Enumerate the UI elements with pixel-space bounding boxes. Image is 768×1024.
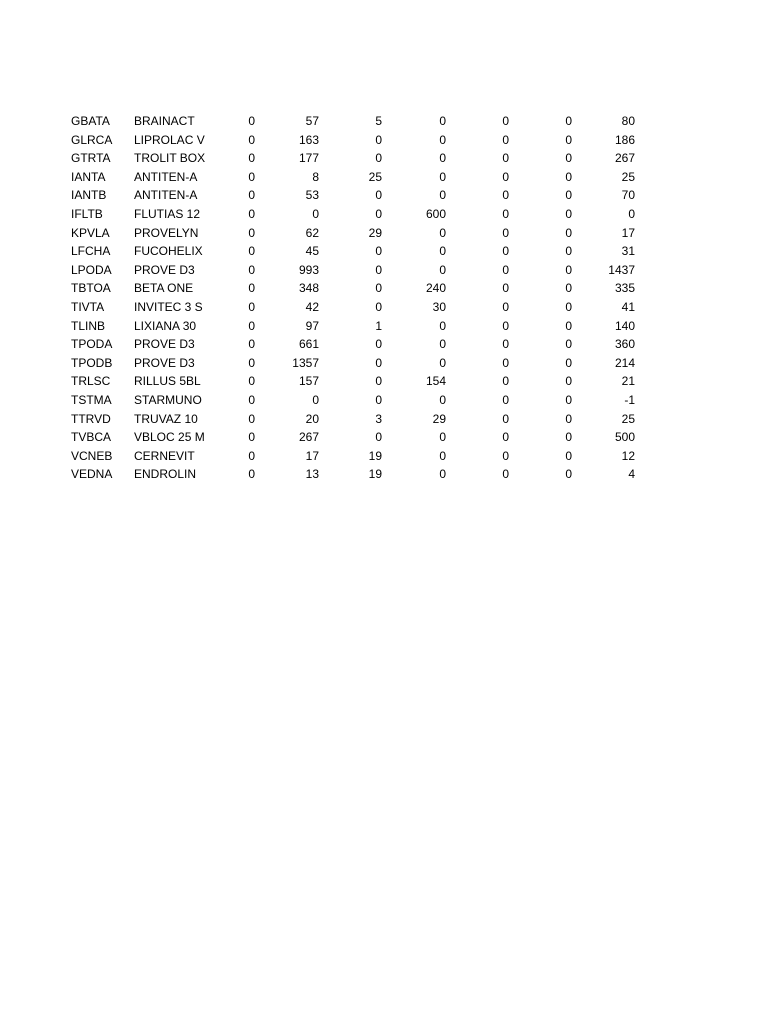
cell-product-name[interactable]: CERNEVIT [134,448,195,463]
cell-value-5[interactable]: 0 [502,262,509,277]
cell-product-name[interactable]: LIPROLAC V [134,132,205,147]
cell-code[interactable]: LFCHA [71,244,111,259]
cell-value-4[interactable]: 154 [425,374,446,389]
cell-value-6[interactable]: 0 [565,281,572,296]
cell-value-4[interactable]: 0 [439,318,446,333]
cell-value-3[interactable]: 19 [368,448,382,463]
cell-value-7[interactable]: 17 [621,225,635,240]
cell-value-2[interactable]: 45 [305,244,319,259]
spreadsheet-table [0,112,768,484]
cell-product-name[interactable]: PROVE D3 [134,337,195,352]
cell-value-1[interactable]: 0 [248,392,255,407]
cell-value-3[interactable]: 0 [375,206,382,221]
cell-value-7[interactable]: 360 [614,337,635,352]
cell-product-name[interactable]: PROVE D3 [134,262,195,277]
cell-value-4[interactable]: 0 [439,132,446,147]
cell-value-4[interactable]: 0 [439,151,446,166]
cell-value-1[interactable]: 0 [248,430,255,445]
cell-value-2[interactable]: 17 [305,448,319,463]
cell-value-6[interactable]: 0 [565,151,572,166]
cell-value-3[interactable]: 5 [375,114,382,128]
cell-value-7[interactable]: 25 [621,169,635,184]
cell-product-name[interactable]: ANTITEN-A [134,188,198,203]
cell-value-5[interactable]: 0 [502,114,509,128]
cell-value-4[interactable]: 0 [439,244,446,259]
cell-value-5[interactable]: 0 [502,132,509,147]
cell-code[interactable]: GLRCA [71,132,113,147]
cell-value-7[interactable]: 70 [621,188,635,203]
cell-code[interactable]: IANTA [71,169,106,184]
cell-value-5[interactable]: 0 [502,467,509,482]
cell-value-7[interactable]: 12 [621,448,635,463]
cell-code[interactable]: GBATA [71,114,110,128]
cell-value-4[interactable]: 30 [432,299,446,314]
cell-value-4[interactable]: 0 [439,188,446,203]
cell-value-6[interactable]: 0 [565,392,572,407]
cell-product-name[interactable]: BRAINACT [134,114,195,128]
cell-value-4[interactable]: 0 [439,262,446,277]
cell-value-2[interactable]: 8 [312,169,319,184]
cell-value-4[interactable]: 600 [425,206,446,221]
cell-value-6[interactable]: 0 [565,448,572,463]
cell-value-5[interactable]: 0 [502,169,509,184]
cell-value-6[interactable]: 0 [565,169,572,184]
cell-value-6[interactable]: 0 [565,430,572,445]
table-row [0,428,768,447]
cell-value-1[interactable]: 0 [248,467,255,482]
cell-code[interactable]: TRLSC [71,374,111,389]
cell-value-1[interactable]: 0 [248,188,255,203]
cell-value-3[interactable]: 0 [375,188,382,203]
cell-value-4[interactable]: 0 [439,448,446,463]
table-row [0,465,768,484]
cell-value-7[interactable]: 80 [621,114,635,128]
cell-value-6[interactable]: 0 [565,244,572,259]
cell-value-6[interactable]: 0 [565,114,572,128]
cell-value-1[interactable]: 0 [248,448,255,463]
cell-value-5[interactable]: 0 [502,392,509,407]
cell-value-1[interactable]: 0 [248,262,255,277]
cell-code[interactable]: TBTOA [71,281,111,296]
cell-value-6[interactable]: 0 [565,206,572,221]
cell-value-3[interactable]: 19 [368,467,382,482]
cell-product-name[interactable]: ENDROLIN [134,467,197,482]
cell-value-3[interactable]: 0 [375,299,382,314]
cell-value-7[interactable]: 267 [614,151,635,166]
cell-value-6[interactable]: 0 [565,132,572,147]
cell-value-1[interactable]: 0 [248,411,255,426]
cell-value-2[interactable]: 348 [298,281,319,296]
table-row [0,149,768,168]
cell-code[interactable]: VCNEB [71,448,113,463]
cell-value-5[interactable]: 0 [502,244,509,259]
cell-value-2[interactable]: 661 [298,337,319,352]
cell-value-2[interactable]: 267 [298,430,319,445]
cell-value-5[interactable]: 0 [502,281,509,296]
table-row [0,372,768,391]
cell-value-7[interactable]: 500 [614,430,635,445]
table-row [0,224,768,243]
table-row [0,261,768,280]
cell-value-1[interactable]: 0 [248,355,255,370]
cell-value-2[interactable]: 163 [298,132,319,147]
cell-value-2[interactable]: 157 [298,374,319,389]
cell-product-name[interactable]: PROVE D3 [134,355,195,370]
table-row [0,205,768,224]
cell-value-5[interactable]: 0 [502,355,509,370]
cell-value-6[interactable]: 0 [565,299,572,314]
table-row [0,131,768,150]
cell-value-5[interactable]: 0 [502,374,509,389]
cell-value-1[interactable]: 0 [248,374,255,389]
cell-value-1[interactable]: 0 [248,206,255,221]
cell-value-6[interactable]: 0 [565,262,572,277]
table-row [0,242,768,261]
cell-code[interactable]: KPVLA [71,225,110,240]
cell-code[interactable]: TSTMA [71,392,112,407]
cell-product-name[interactable]: VBLOC 25 M [134,430,205,445]
cell-value-7[interactable]: 140 [614,318,635,333]
cell-value-6[interactable]: 0 [565,318,572,333]
cell-value-7[interactable]: 41 [621,299,635,314]
cell-value-2[interactable]: 42 [305,299,319,314]
cell-value-1[interactable]: 0 [248,169,255,184]
table-row [0,354,768,373]
cell-value-1[interactable]: 0 [248,151,255,166]
cell-value-3[interactable]: 0 [375,392,382,407]
cell-value-6[interactable]: 0 [565,225,572,240]
table-row [0,112,768,131]
cell-code[interactable]: LPODA [71,262,112,277]
cell-value-3[interactable]: 0 [375,355,382,370]
cell-value-4[interactable]: 0 [439,467,446,482]
cell-value-7[interactable]: 0 [628,206,635,221]
cell-value-4[interactable]: 29 [432,411,446,426]
table-row [0,298,768,317]
cell-value-5[interactable]: 0 [502,225,509,240]
cell-value-5[interactable]: 0 [502,337,509,352]
cell-product-name[interactable]: PROVELYN [134,225,199,240]
cell-value-3[interactable]: 0 [375,262,382,277]
cell-value-5[interactable]: 0 [502,430,509,445]
table-row [0,279,768,298]
cell-code[interactable]: GTRTA [71,151,111,166]
table-row [0,410,768,429]
cell-product-name[interactable]: ANTITEN-A [134,169,198,184]
cell-value-3[interactable]: 0 [375,244,382,259]
cell-product-name[interactable]: RILLUS 5BL [134,374,201,389]
table-row [0,447,768,466]
cell-product-name[interactable]: STARMUNO [134,392,202,407]
cell-product-name[interactable]: TROLIT BOX [134,151,206,166]
cell-value-1[interactable]: 0 [248,132,255,147]
cell-value-2[interactable]: 0 [312,206,319,221]
cell-code[interactable]: IFLTB [71,206,103,221]
cell-value-4[interactable]: 0 [439,225,446,240]
cell-value-7[interactable]: 1437 [608,262,635,277]
cell-value-2[interactable]: 57 [305,114,319,128]
cell-value-6[interactable]: 0 [565,411,572,426]
cell-value-7[interactable]: 186 [614,132,635,147]
cell-value-4[interactable]: 0 [439,169,446,184]
cell-value-4[interactable]: 240 [425,281,446,296]
cell-value-3[interactable]: 0 [375,337,382,352]
cell-product-name[interactable]: LIXIANA 30 [134,318,197,333]
cell-code[interactable]: TTRVD [71,411,111,426]
cell-value-1[interactable]: 0 [248,225,255,240]
cell-value-2[interactable]: 0 [312,392,319,407]
cell-code[interactable]: TPODB [71,355,113,370]
cell-value-1[interactable]: 0 [248,299,255,314]
table-row [0,335,768,354]
cell-value-1[interactable]: 0 [248,318,255,333]
cell-value-4[interactable]: 0 [439,355,446,370]
table-row [0,391,768,410]
cell-product-name[interactable]: FUCOHELIX [134,244,203,259]
cell-code[interactable]: VEDNA [71,467,113,482]
cell-value-7[interactable]: 21 [621,374,635,389]
cell-value-4[interactable]: 0 [439,392,446,407]
cell-value-3[interactable]: 0 [375,151,382,166]
cell-value-3[interactable]: 0 [375,132,382,147]
table-row [0,186,768,205]
cell-product-name[interactable]: TRUVAZ 10 [134,411,198,426]
cell-value-2[interactable]: 1357 [292,355,319,370]
cell-value-2[interactable]: 53 [305,188,319,203]
cell-value-7[interactable]: 31 [621,244,635,259]
cell-value-1[interactable]: 0 [248,114,255,128]
cell-value-2[interactable]: 62 [305,225,319,240]
cell-code[interactable]: TIVTA [71,299,105,314]
cell-product-name[interactable]: BETA ONE [134,281,194,296]
cell-value-6[interactable]: 0 [565,467,572,482]
cell-value-2[interactable]: 13 [305,467,319,482]
cell-value-5[interactable]: 0 [502,318,509,333]
cell-value-1[interactable]: 0 [248,337,255,352]
cell-value-3[interactable]: 0 [375,374,382,389]
cell-value-4[interactable]: 0 [439,114,446,128]
cell-product-name[interactable]: FLUTIAS 12 [134,206,201,221]
cell-code[interactable]: TLINB [71,318,106,333]
cell-value-6[interactable]: 0 [565,355,572,370]
cell-value-4[interactable]: 0 [439,430,446,445]
cell-value-7[interactable]: 214 [614,355,635,370]
cell-value-5[interactable]: 0 [502,448,509,463]
cell-value-7[interactable]: -1 [624,392,635,407]
cell-value-3[interactable]: 0 [375,281,382,296]
cell-value-1[interactable]: 0 [248,244,255,259]
cell-value-2[interactable]: 97 [305,318,319,333]
cell-value-6[interactable]: 0 [565,337,572,352]
cell-value-5[interactable]: 0 [502,151,509,166]
cell-value-7[interactable]: 335 [614,281,635,296]
cell-value-5[interactable]: 0 [502,188,509,203]
cell-product-name[interactable]: INVITEC 3 S [134,299,203,314]
cell-value-3[interactable]: 25 [368,169,382,184]
cell-value-5[interactable]: 0 [502,206,509,221]
cell-value-3[interactable]: 1 [375,318,382,333]
table-row [0,317,768,336]
cell-value-5[interactable]: 0 [502,299,509,314]
cell-code[interactable]: TPODA [71,337,113,352]
cell-value-7[interactable]: 4 [628,467,635,482]
cell-value-3[interactable]: 0 [375,430,382,445]
cell-value-2[interactable]: 993 [298,262,319,277]
cell-code[interactable]: IANTB [71,188,107,203]
cell-value-6[interactable]: 0 [565,374,572,389]
cell-value-1[interactable]: 0 [248,281,255,296]
cell-value-3[interactable]: 3 [375,411,382,426]
cell-value-7[interactable]: 25 [621,411,635,426]
cell-value-4[interactable]: 0 [439,337,446,352]
cell-value-2[interactable]: 177 [298,151,319,166]
cell-code[interactable]: TVBCA [71,430,112,445]
cell-value-6[interactable]: 0 [565,188,572,203]
cell-value-2[interactable]: 20 [305,411,319,426]
cell-value-5[interactable]: 0 [502,411,509,426]
cell-value-3[interactable]: 29 [368,225,382,240]
table-row [0,168,768,187]
